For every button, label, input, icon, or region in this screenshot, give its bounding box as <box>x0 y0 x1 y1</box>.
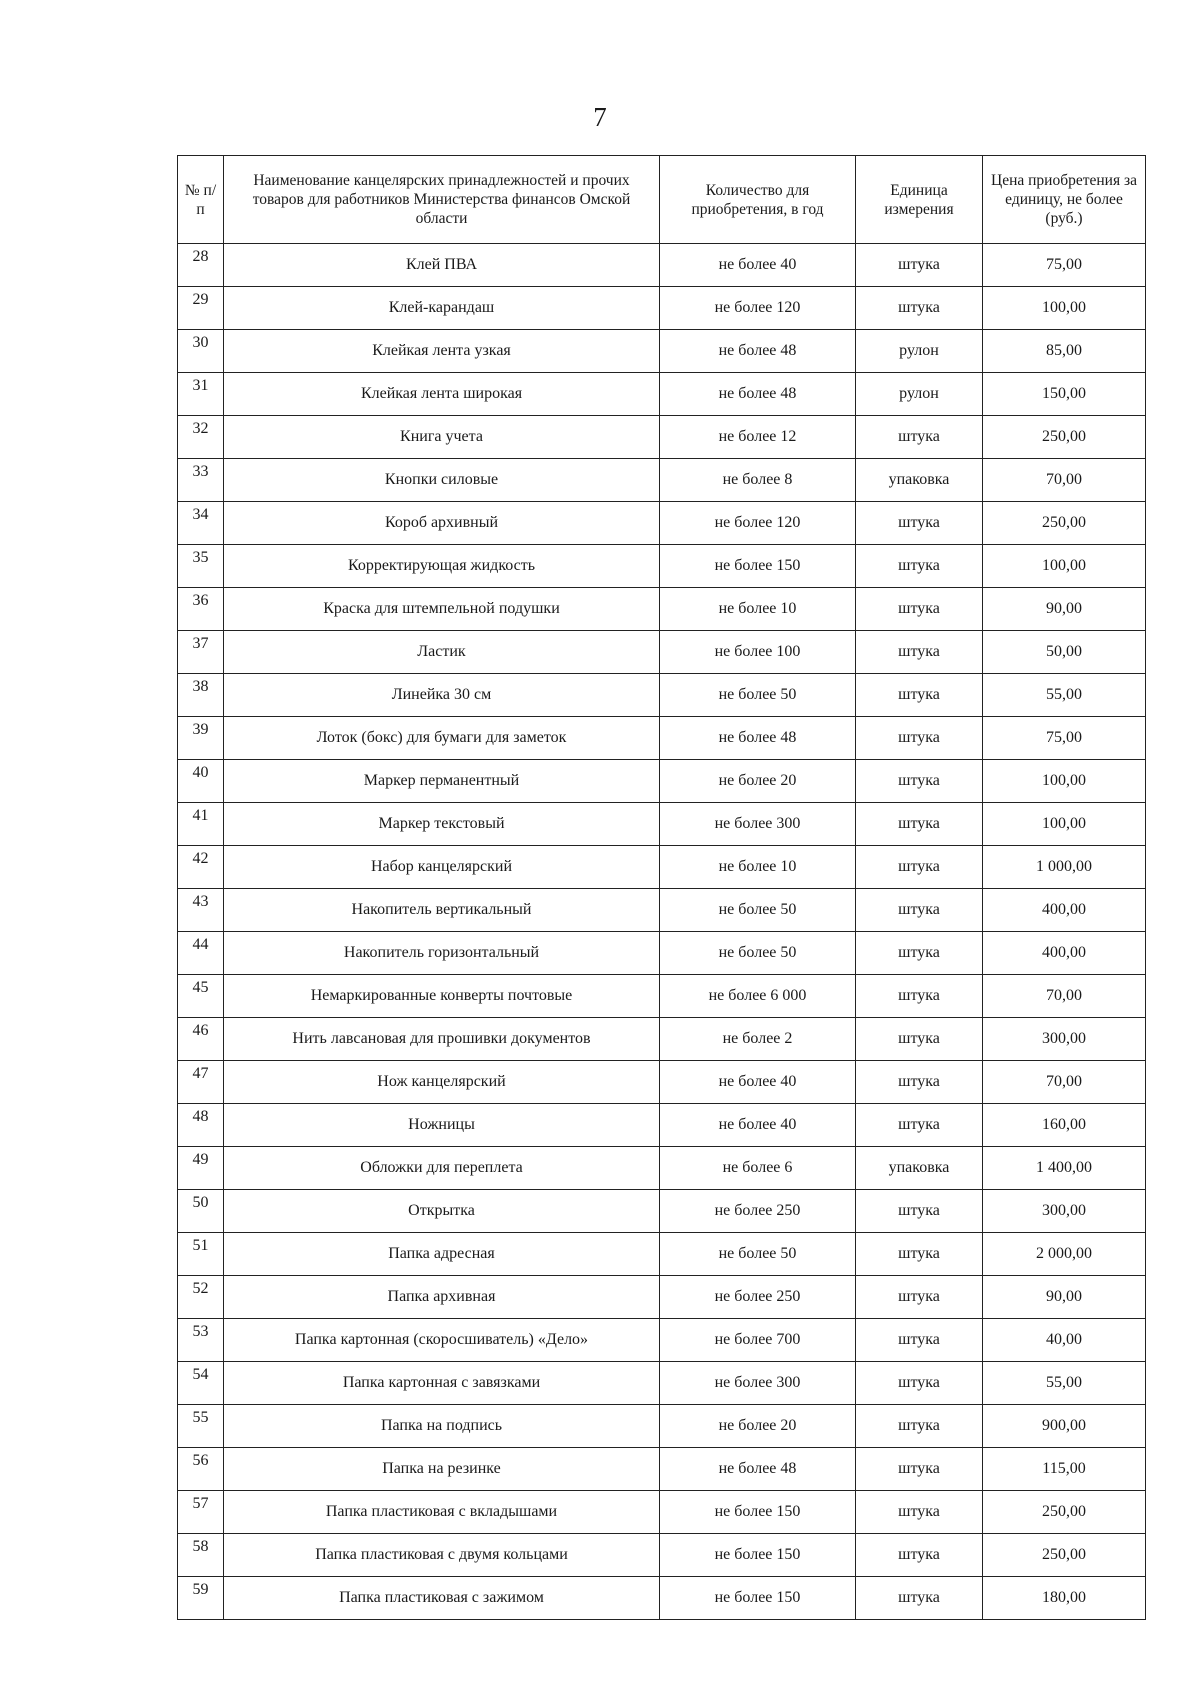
cell-num: 38 <box>178 674 224 717</box>
cell-qty: не более 48 <box>660 330 856 373</box>
cell-unit: штука <box>856 803 983 846</box>
cell-unit: штука <box>856 1018 983 1061</box>
cell-price: 55,00 <box>983 674 1146 717</box>
cell-unit: штука <box>856 674 983 717</box>
cell-price: 900,00 <box>983 1405 1146 1448</box>
cell-qty: не более 700 <box>660 1319 856 1362</box>
cell-qty: не более 120 <box>660 287 856 330</box>
table-row <box>178 1147 1146 1190</box>
cell-qty: не более 8 <box>660 459 856 502</box>
cell-qty: не более 300 <box>660 1362 856 1405</box>
cell-price: 2 000,00 <box>983 1233 1146 1276</box>
table-row <box>178 1362 1146 1405</box>
table-row <box>178 330 1146 373</box>
cell-price: 115,00 <box>983 1448 1146 1491</box>
table-row <box>178 545 1146 588</box>
cell-price: 70,00 <box>983 975 1146 1018</box>
cell-num: 58 <box>178 1534 224 1577</box>
supplies-table-container <box>177 155 1145 1620</box>
table-row <box>178 932 1146 975</box>
cell-unit: штука <box>856 975 983 1018</box>
cell-name: Клей-карандаш <box>224 287 660 330</box>
cell-num: 41 <box>178 803 224 846</box>
cell-num: 32 <box>178 416 224 459</box>
table-row <box>178 459 1146 502</box>
cell-unit: штука <box>856 545 983 588</box>
cell-unit: упаковка <box>856 1147 983 1190</box>
cell-name: Папка пластиковая с зажимом <box>224 1577 660 1620</box>
cell-unit: штука <box>856 1534 983 1577</box>
cell-unit: штука <box>856 1577 983 1620</box>
cell-qty: не более 40 <box>660 244 856 287</box>
cell-unit: штука <box>856 1405 983 1448</box>
cell-name: Папка пластиковая с двумя кольцами <box>224 1534 660 1577</box>
table-row <box>178 760 1146 803</box>
cell-name: Папка картонная с завязками <box>224 1362 660 1405</box>
cell-price: 75,00 <box>983 244 1146 287</box>
cell-price: 400,00 <box>983 932 1146 975</box>
table-row <box>178 1018 1146 1061</box>
cell-qty: не более 300 <box>660 803 856 846</box>
cell-name: Папка на подпись <box>224 1405 660 1448</box>
table-row <box>178 373 1146 416</box>
cell-num: 45 <box>178 975 224 1018</box>
cell-qty: не более 40 <box>660 1104 856 1147</box>
cell-num: 39 <box>178 717 224 760</box>
cell-qty: не более 10 <box>660 846 856 889</box>
cell-qty: не более 120 <box>660 502 856 545</box>
cell-qty: не более 150 <box>660 1577 856 1620</box>
cell-price: 75,00 <box>983 717 1146 760</box>
cell-price: 50,00 <box>983 631 1146 674</box>
cell-name: Набор канцелярский <box>224 846 660 889</box>
cell-name: Клей ПВА <box>224 244 660 287</box>
table-row <box>178 1061 1146 1104</box>
header-num: № п/п <box>178 156 224 244</box>
cell-unit: штука <box>856 1190 983 1233</box>
cell-name: Накопитель горизонтальный <box>224 932 660 975</box>
cell-price: 160,00 <box>983 1104 1146 1147</box>
cell-name: Папка адресная <box>224 1233 660 1276</box>
cell-price: 300,00 <box>983 1018 1146 1061</box>
cell-qty: не более 48 <box>660 1448 856 1491</box>
cell-price: 85,00 <box>983 330 1146 373</box>
cell-num: 49 <box>178 1147 224 1190</box>
cell-qty: не более 50 <box>660 674 856 717</box>
cell-unit: штука <box>856 1104 983 1147</box>
header-row <box>178 156 1146 244</box>
cell-unit: штука <box>856 502 983 545</box>
table-row <box>178 287 1146 330</box>
cell-price: 90,00 <box>983 588 1146 631</box>
cell-qty: не более 10 <box>660 588 856 631</box>
table-row <box>178 1233 1146 1276</box>
cell-name: Маркер перманентный <box>224 760 660 803</box>
cell-price: 150,00 <box>983 373 1146 416</box>
cell-num: 31 <box>178 373 224 416</box>
table-row <box>178 1190 1146 1233</box>
cell-num: 46 <box>178 1018 224 1061</box>
cell-num: 52 <box>178 1276 224 1319</box>
table-row <box>178 1491 1146 1534</box>
cell-name: Папка пластиковая с вкладышами <box>224 1491 660 1534</box>
cell-num: 48 <box>178 1104 224 1147</box>
cell-unit: штука <box>856 932 983 975</box>
table-row <box>178 717 1146 760</box>
cell-name: Короб архивный <box>224 502 660 545</box>
cell-unit: штука <box>856 846 983 889</box>
cell-num: 50 <box>178 1190 224 1233</box>
cell-num: 29 <box>178 287 224 330</box>
cell-name: Линейка 30 см <box>224 674 660 717</box>
cell-num: 57 <box>178 1491 224 1534</box>
header-name: Наименование канцелярских принадлежностей и прочих товаров для работников Министерства финансов Омской области <box>224 156 660 244</box>
cell-unit: рулон <box>856 330 983 373</box>
cell-price: 1 400,00 <box>983 1147 1146 1190</box>
table-row <box>178 1448 1146 1491</box>
cell-price: 100,00 <box>983 545 1146 588</box>
cell-unit: штука <box>856 287 983 330</box>
cell-qty: не более 50 <box>660 932 856 975</box>
cell-unit: штука <box>856 244 983 287</box>
cell-qty: не более 48 <box>660 373 856 416</box>
cell-price: 1 000,00 <box>983 846 1146 889</box>
cell-qty: не более 48 <box>660 717 856 760</box>
cell-unit: штука <box>856 1276 983 1319</box>
cell-unit: штука <box>856 1491 983 1534</box>
cell-num: 42 <box>178 846 224 889</box>
cell-name: Ножницы <box>224 1104 660 1147</box>
cell-qty: не более 50 <box>660 1233 856 1276</box>
cell-unit: штука <box>856 588 983 631</box>
cell-price: 400,00 <box>983 889 1146 932</box>
cell-num: 47 <box>178 1061 224 1104</box>
cell-price: 70,00 <box>983 459 1146 502</box>
table-row <box>178 416 1146 459</box>
cell-name: Ластик <box>224 631 660 674</box>
cell-qty: не более 12 <box>660 416 856 459</box>
table-row <box>178 1104 1146 1147</box>
cell-unit: штука <box>856 760 983 803</box>
cell-unit: штука <box>856 1448 983 1491</box>
cell-unit: штука <box>856 416 983 459</box>
table-row <box>178 1534 1146 1577</box>
table-row <box>178 889 1146 932</box>
header-unit: Единица измерения <box>856 156 983 244</box>
cell-name: Книга учета <box>224 416 660 459</box>
cell-unit: штука <box>856 889 983 932</box>
cell-name: Нож канцелярский <box>224 1061 660 1104</box>
cell-name: Обложки для переплета <box>224 1147 660 1190</box>
supplies-table <box>177 155 1146 1620</box>
cell-qty: не более 150 <box>660 1534 856 1577</box>
table-row <box>178 588 1146 631</box>
cell-num: 56 <box>178 1448 224 1491</box>
cell-price: 70,00 <box>983 1061 1146 1104</box>
cell-num: 30 <box>178 330 224 373</box>
cell-num: 28 <box>178 244 224 287</box>
cell-qty: не более 250 <box>660 1190 856 1233</box>
cell-price: 40,00 <box>983 1319 1146 1362</box>
cell-name: Маркер текстовый <box>224 803 660 846</box>
cell-num: 53 <box>178 1319 224 1362</box>
cell-unit: штука <box>856 1319 983 1362</box>
cell-num: 37 <box>178 631 224 674</box>
cell-unit: штука <box>856 1362 983 1405</box>
cell-name: Корректирующая жидкость <box>224 545 660 588</box>
table-row <box>178 975 1146 1018</box>
cell-num: 40 <box>178 760 224 803</box>
table-row <box>178 1319 1146 1362</box>
cell-name: Папка архивная <box>224 1276 660 1319</box>
table-row <box>178 1577 1146 1620</box>
cell-price: 250,00 <box>983 502 1146 545</box>
cell-qty: не более 2 <box>660 1018 856 1061</box>
cell-name: Папка картонная (скоросшиватель) «Дело» <box>224 1319 660 1362</box>
cell-qty: не более 20 <box>660 760 856 803</box>
cell-qty: не более 100 <box>660 631 856 674</box>
cell-qty: не более 6 000 <box>660 975 856 1018</box>
table-body <box>178 244 1146 1620</box>
table-header <box>178 156 1146 244</box>
cell-price: 100,00 <box>983 803 1146 846</box>
cell-name: Немаркированные конверты почтовые <box>224 975 660 1018</box>
cell-num: 34 <box>178 502 224 545</box>
header-qty: Количество для приобретения, в год <box>660 156 856 244</box>
table-row <box>178 1276 1146 1319</box>
cell-qty: не более 40 <box>660 1061 856 1104</box>
cell-num: 51 <box>178 1233 224 1276</box>
cell-num: 59 <box>178 1577 224 1620</box>
cell-num: 44 <box>178 932 224 975</box>
cell-qty: не более 250 <box>660 1276 856 1319</box>
cell-unit: штука <box>856 717 983 760</box>
cell-price: 250,00 <box>983 416 1146 459</box>
table-row <box>178 846 1146 889</box>
cell-qty: не более 150 <box>660 545 856 588</box>
table-row <box>178 631 1146 674</box>
table-row <box>178 803 1146 846</box>
cell-qty: не более 20 <box>660 1405 856 1448</box>
page-number: 7 <box>593 102 607 132</box>
cell-price: 100,00 <box>983 287 1146 330</box>
cell-name: Открытка <box>224 1190 660 1233</box>
cell-name: Нить лавсановая для прошивки документов <box>224 1018 660 1061</box>
cell-num: 33 <box>178 459 224 502</box>
cell-num: 54 <box>178 1362 224 1405</box>
cell-name: Краска для штемпельной подушки <box>224 588 660 631</box>
cell-unit: штука <box>856 1061 983 1104</box>
cell-name: Лоток (бокс) для бумаги для заметок <box>224 717 660 760</box>
cell-price: 300,00 <box>983 1190 1146 1233</box>
cell-name: Клейкая лента широкая <box>224 373 660 416</box>
cell-price: 100,00 <box>983 760 1146 803</box>
cell-num: 36 <box>178 588 224 631</box>
cell-price: 55,00 <box>983 1362 1146 1405</box>
cell-price: 180,00 <box>983 1577 1146 1620</box>
table-row <box>178 502 1146 545</box>
cell-price: 250,00 <box>983 1534 1146 1577</box>
cell-qty: не более 6 <box>660 1147 856 1190</box>
cell-num: 35 <box>178 545 224 588</box>
cell-name: Кнопки силовые <box>224 459 660 502</box>
cell-num: 55 <box>178 1405 224 1448</box>
cell-qty: не более 150 <box>660 1491 856 1534</box>
table-row <box>178 674 1146 717</box>
table-row <box>178 1405 1146 1448</box>
cell-unit: упаковка <box>856 459 983 502</box>
table-row <box>178 244 1146 287</box>
cell-unit: штука <box>856 1233 983 1276</box>
cell-unit: рулон <box>856 373 983 416</box>
header-price: Цена приобретения за единицу, не более (руб.) <box>983 156 1146 244</box>
cell-num: 43 <box>178 889 224 932</box>
cell-price: 250,00 <box>983 1491 1146 1534</box>
cell-name: Клейкая лента узкая <box>224 330 660 373</box>
cell-unit: штука <box>856 631 983 674</box>
cell-qty: не более 50 <box>660 889 856 932</box>
cell-name: Папка на резинке <box>224 1448 660 1491</box>
cell-name: Накопитель вертикальный <box>224 889 660 932</box>
cell-price: 90,00 <box>983 1276 1146 1319</box>
